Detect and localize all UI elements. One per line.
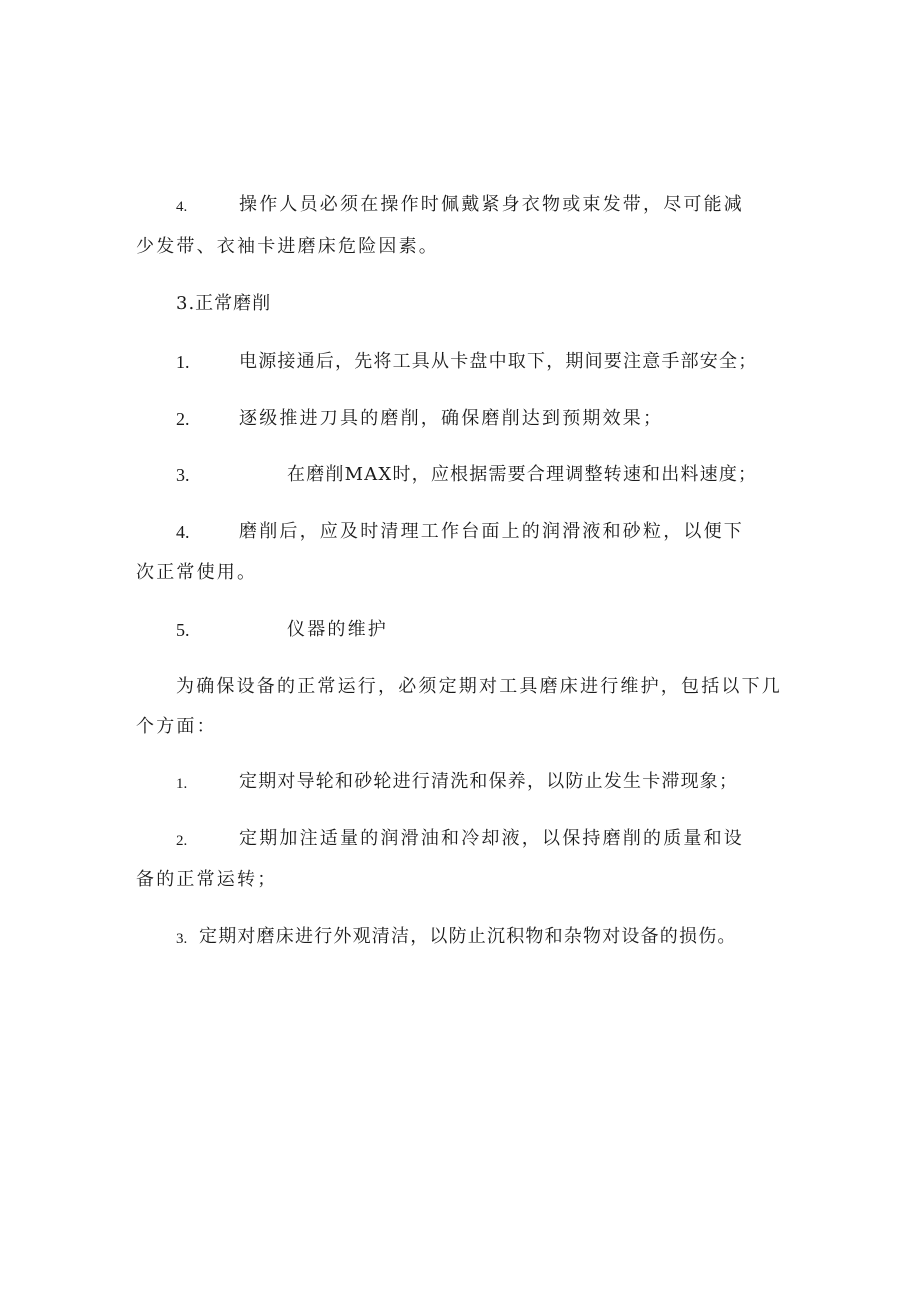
list-item-number: 3.	[176, 931, 188, 947]
list-item-text: 定期对导轮和砂轮进行清洗和保养，以防止发生卡滞现象；	[239, 771, 739, 792]
list-item-number: 2.	[176, 833, 188, 849]
item-number: 4.	[176, 199, 188, 215]
list-item-text-continued: 次正常使用。	[136, 562, 258, 583]
paragraph-line: 为确保设备的正常运行，必须定期对工具磨床进行维护，包括以下几	[176, 676, 782, 697]
list-item-text: 在磨削MAX时，应根据需要合理调整转速和出料速度；	[287, 464, 758, 485]
section-number: 5.	[176, 620, 190, 640]
section-heading: 3.正常磨削	[176, 293, 272, 314]
list-item-text: 电源接通后，先将工具从卡盘中取下，期间要注意手部安全；	[239, 351, 758, 372]
list-item-number: 1.	[176, 352, 190, 372]
list-item-number: 1.	[176, 776, 188, 792]
list-item-text-continued: 备的正常运转；	[136, 869, 278, 890]
section-heading: 仪器的维护	[287, 619, 388, 640]
list-item-text: 磨削后，应及时清理工作台面上的润滑液和砂粒，以便下	[239, 521, 744, 542]
list-item-text: 逐级推进刀具的磨削，确保磨削达到预期效果；	[239, 408, 664, 429]
paragraph-line: 操作人员必须在操作时佩戴紧身衣物或束发带，尽可能减	[239, 194, 744, 215]
paragraph-line: 少发带、衣袖卡进磨床危险因素。	[136, 236, 439, 257]
list-item-text: 定期加注适量的润滑油和冷却液，以保持磨削的质量和设	[239, 828, 744, 849]
list-item-number: 3.	[176, 465, 190, 485]
list-item-number: 2.	[176, 409, 190, 429]
list-item-number: 4.	[176, 522, 190, 542]
list-item-text: 定期对磨床进行外观清洁，以防止沉积物和杂物对设备的损伤。	[199, 926, 737, 947]
paragraph-line: 个方面：	[136, 716, 217, 737]
